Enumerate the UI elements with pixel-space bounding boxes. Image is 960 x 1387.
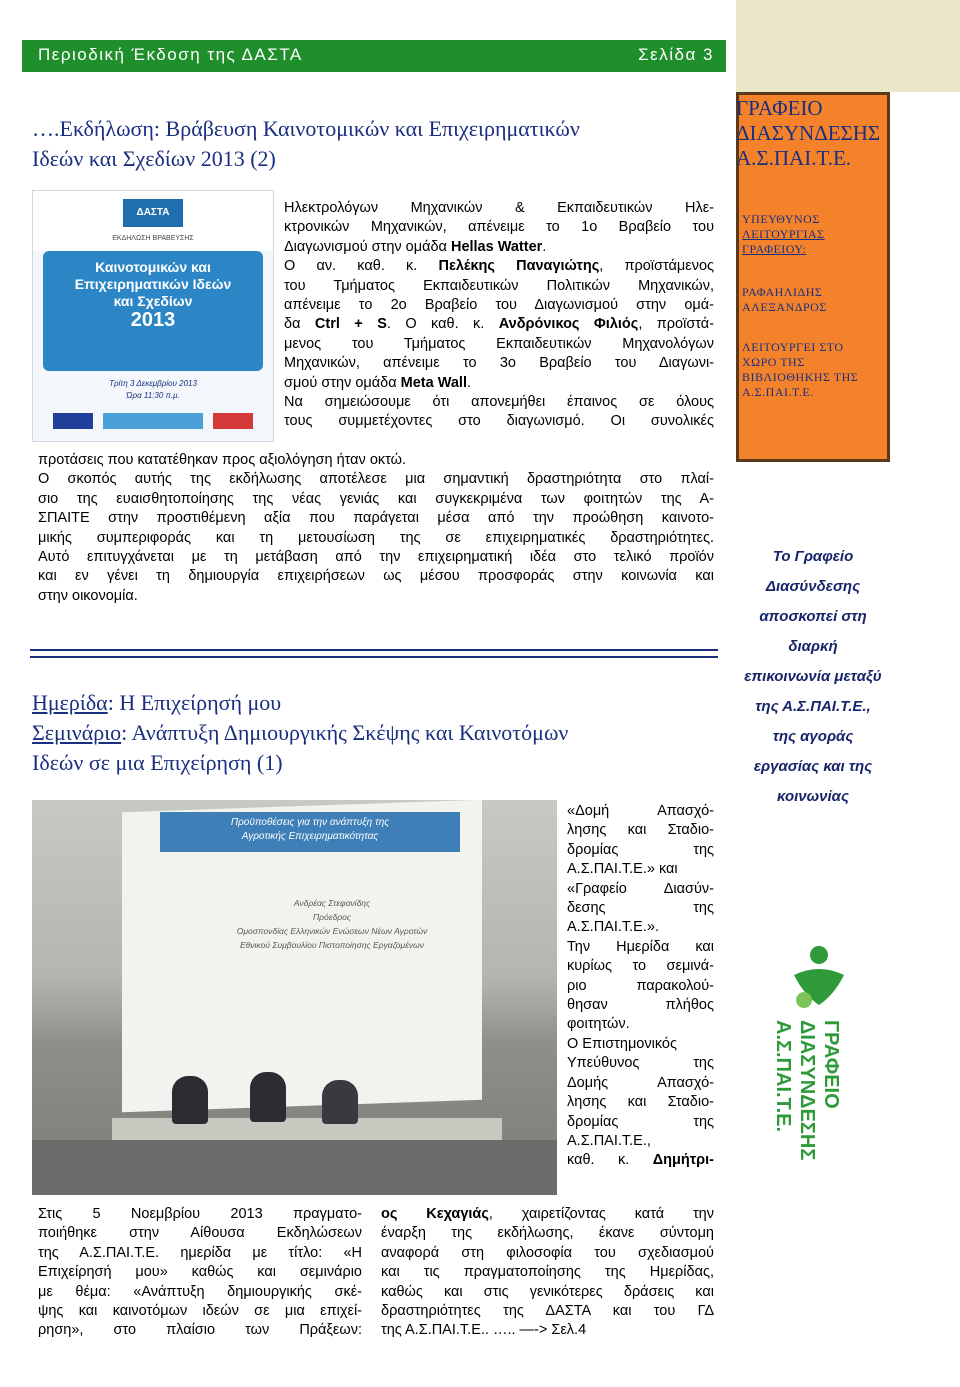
text-line: «Γραφείο Διασύν- [567, 880, 714, 897]
sidebar-text-line: ΛΕΙΤΟΥΡΓΕΙ ΣΤΟ [742, 340, 844, 354]
text-line: Να σημειώσουμε ότι απονεμήθει έπαινος σε όλους [284, 394, 714, 411]
text-line: της Α.Σ.ΠΑΙ.Τ.Ε. ημερίδα με τίτλο: «Η [38, 1244, 362, 1261]
slide-body [192, 896, 472, 952]
poster-subtitle: ΕΚΔΗΛΩΣΗ ΒΡΑΒΕΥΣΗΣ [112, 235, 194, 242]
poster-year: 2013 [130, 309, 176, 331]
text-line: του Τμήματος Εκπαιδευτικών Πολιτικών Μηχανικών, [284, 277, 714, 294]
text-line: θησαν πλήθος [567, 997, 714, 1014]
person-name: ος Κεχαγιάς [381, 1206, 489, 1222]
eu-flag-icon [53, 413, 93, 429]
team-name: Hellas Watter [450, 238, 543, 255]
text-line: και τις πραγματοποίησης της Ημερίδας, [381, 1264, 714, 1281]
sidebar-title-line: ΓΡΑΦΕΙΟ [736, 96, 823, 120]
text-line [567, 1151, 714, 1170]
title-line [32, 688, 732, 718]
quote-line: Το Γραφείο [772, 548, 854, 565]
text-span: , προϊστά- [638, 316, 715, 333]
panelist [322, 1080, 358, 1124]
text-line: Στις 5 Νοεμβρίου 2013 πραγματο- [38, 1206, 362, 1222]
vertical-logo-label [772, 1020, 843, 1245]
quote-line: αποσκοπεί στη [759, 608, 867, 625]
text-line: στην οικονομία. [38, 587, 138, 604]
panelist [250, 1072, 286, 1122]
team-name: Meta Wall [400, 374, 467, 391]
publication-name: Περιοδική Έκδοση της ΔΑΣΤΑ [38, 45, 303, 64]
text-line: κτρονικών Μηχανικών, απένειμε το 1ο Βραβείο του [284, 219, 714, 236]
slide-line: Εθνικού Συμβουλίου Πιστοποίησης Εργαζομένων [240, 940, 424, 950]
text-line: ριο παρακολού- [567, 977, 714, 994]
text-line: Α.Σ.ΠΑΙ.Τ.Ε., [567, 1132, 651, 1149]
quote-line: επικοινωνία μεταξύ [744, 668, 882, 685]
sidebar-top-band [736, 0, 960, 92]
audience-area [32, 1140, 557, 1195]
person-name: Δημήτρι- [652, 1152, 714, 1169]
text-line: τους συμμετέχοντες στο διαγωνισμό. Οι συνολικές [284, 413, 714, 430]
poster-time: Ώρα 11:30 π.μ. [126, 391, 180, 400]
sidebar-text-line: ΛΕΙΤΟΥΡΓΙΑΣ [742, 227, 825, 241]
poster-heading [43, 259, 263, 329]
text-span: σμού στην ομάδα [284, 374, 401, 391]
text-line: λησης και Σταδιο- [567, 822, 714, 839]
title-line: Ιδεών και Σχεδίων 2013 (2) [32, 146, 276, 171]
slide-line: Πρόεδρος [313, 912, 351, 922]
text-line: ψης και καινοτόμων ιδεών σε μια επιχεί- [38, 1303, 362, 1320]
text-line: δεσης της [567, 900, 714, 917]
text-line: και εν γένει τη δημιουργία επιχειρήσεων ως μέσου προσφοράς στην κοινωνία και [38, 568, 714, 585]
text-line: Ο σκοπός αυτής της εκδήλωσης αποτέλεσε μια σημαντική δραστηριότητα στο πλαί- [38, 471, 714, 488]
text-line: φοιτητών. [567, 1016, 630, 1033]
sidebar-text-line: ΑΛΕΞΑΝΔΡΟΣ [742, 300, 827, 314]
person-name: Ανδρόνικος Φιλιός [498, 316, 639, 333]
text-line [284, 257, 714, 276]
sidebar-title [736, 96, 896, 171]
slide-line: Ανδρέας Στεφανίδης [293, 898, 371, 908]
sidebar-text-line: Α.Σ.ΠΑΙ.Τ.Ε. [742, 385, 814, 399]
article1-title [32, 114, 732, 174]
poster-logo: ΔΑΣΤΑ [123, 199, 183, 227]
sidebar-text-line: ΒΙΒΛΙΟΘΗΚΗΣ ΤΗΣ [742, 370, 859, 384]
espa-logo-icon [213, 413, 253, 429]
logo-text-line: ΓΡΑΦΕΙΟ ΔΙΑΣΥΝΔΕΣΗΣ [796, 1020, 842, 1161]
text-line: δραστηριότητες της ΔΑΣΤΑ και του ΓΔ [381, 1303, 714, 1320]
text-line: Υπεύθυνος της [567, 1055, 714, 1072]
article2-bottom-left [38, 1205, 362, 1341]
text-line: καθώς και στις γενικότερες δράσεις και [381, 1283, 714, 1300]
article2-title [32, 688, 732, 778]
text-line [284, 374, 714, 393]
text-span: , προϊστάμενος [599, 258, 715, 275]
quote-line: της Α.Σ.ΠΑΙ.Τ.Ε., [755, 698, 871, 715]
text-line: Α.Σ.ΠΑΙ.Τ.Ε.» και [567, 861, 678, 878]
sidebar-location [742, 340, 888, 400]
text-line: δρομίας της [567, 841, 714, 858]
text-line: κυρίως το σεμινά- [567, 958, 714, 975]
text-line: έναρξη της εκδήλωσης, έκανε σύντομη [381, 1225, 714, 1242]
text-line: Επιχείρησή μου» καθώς και σεμινάριο [38, 1264, 362, 1281]
sidebar-quote [740, 542, 886, 812]
article1-right-text [284, 199, 714, 432]
text-span: καθ. κ. [567, 1152, 653, 1169]
text-span: . [542, 238, 547, 255]
text-line: Ηλεκτρολόγων Μηχανικών & Εκπαιδευτικών Ηλε- [284, 200, 714, 216]
article2-bottom-right [381, 1205, 714, 1341]
article1-body [38, 451, 714, 606]
text-line: Ο Επιστημονικός [567, 1035, 677, 1052]
title-line: ….Εκδήλωση: Βράβευση Καινοτομικών και Επιχειρηματικών [32, 116, 580, 141]
text-line [284, 238, 714, 257]
text-line: Αυτό επιτυγχάνεται με τη μετάβαση από την επιχειρηματική ιδέα στο τελικό προϊόν [38, 549, 714, 566]
title-label: Ημερίδα [32, 690, 108, 715]
sidebar-title-line: Α.Σ.ΠΑΙ.Τ.Ε. [736, 146, 852, 170]
text-line: απένειμε το 2ο Βραβείο του Διαγωνισμού στην ομά- [284, 297, 714, 314]
poster-date: Τρίτη 3 Δεκεμβρίου 2013 [109, 379, 197, 388]
slide-line: Ομοσπονδίας Ελληνικών Ενώσεων Νέων Αγροτών [236, 926, 428, 936]
text-line: λησης και Σταδιο- [567, 1094, 714, 1111]
sidebar-title-line: ΔΙΑΣΥΝΔΕΣΗΣ [736, 121, 881, 145]
text-span: Διαγωνισμού στην ομάδα [284, 238, 451, 255]
sidebar-responsible-name [742, 285, 888, 315]
sidebar-text-line: ΡΑΦΑΗΛΙΔΗΣ [742, 285, 823, 299]
quote-line: Διασύνδεσης [765, 578, 861, 595]
title-line: Ιδεών σε μια Επιχείρηση (1) [32, 750, 283, 775]
title-rest: : Η Επιχείρησή μου [107, 690, 282, 715]
text-line: δρομίας της [567, 1113, 714, 1130]
quote-line: διαρκή [788, 638, 838, 655]
text-line: ΣΠΑΙΤΕ στην προστιθέμενη αξία που παράγεται μέσα από την προώθηση καινοτο- [38, 510, 714, 527]
text-line: προτάσεις που κατατέθηκαν προς αξιολόγηση ήταν οκτώ. [38, 452, 407, 468]
text-line [381, 1205, 714, 1224]
text-span: . Ο καθ. κ. [386, 316, 499, 333]
title-label: Σεμινάριο [32, 720, 122, 745]
team-name: Ctrl + S [314, 316, 387, 333]
text-line [284, 315, 714, 334]
divider [30, 649, 718, 651]
text-line: της Α.Σ.ΠΑΙ.Τ.Ε.. ….. —-> Σελ.4 [381, 1322, 587, 1339]
text-line: ποιήθηκε στην Αίθουσα Εκδηλώσεων [38, 1225, 362, 1242]
text-line: ρηση», στο πλαίσιο των Πράξεων: [38, 1322, 362, 1339]
sidebar-text-line: ΓΡΑΦΕΙΟΥ: [742, 242, 807, 256]
text-line: Την Ημερίδα και [567, 938, 714, 955]
sidebar-text-line: ΧΩΡΟ ΤΗΣ [742, 355, 805, 369]
text-span: , χαιρετίζοντας κατά την [488, 1206, 714, 1222]
text-line: Μηχανικών, απένειμε το 3ο Βραβείο του Διαγωνι- [284, 355, 714, 372]
page-number: Σελίδα 3 [638, 45, 714, 64]
office-logo-icon [784, 945, 854, 1015]
text-line: Δομής Απασχό- [567, 1074, 714, 1091]
text-line: σιο της ευαισθητοποίησης της νέας γενιάς και συγκεκριμένα των φοιτητών της Α- [38, 490, 714, 507]
text-line: με θέμα: «Ανάπτυξη δημιουργικής σκέ- [38, 1283, 362, 1300]
text-line: Α.Σ.ΠΑΙ.Τ.Ε.». [567, 919, 659, 936]
article2-right-column [567, 802, 714, 1171]
slide-line: Προϋποθέσεις για την ανάπτυξη της [230, 817, 390, 828]
quote-line: κοινωνίας [777, 788, 849, 805]
sidebar-responsible-label [742, 212, 888, 257]
poster-heading-line: Καινοτομικών και [95, 259, 211, 275]
text-line: αναφορά στη φιλοσοφία του σχεδιασμού [381, 1244, 714, 1261]
text-span: Ο αν. καθ. κ. [284, 258, 439, 275]
text-line: μικής συμπεριφοράς και τη μετουσίωση της σε επιχειρηματικές δραστηριότητες. [38, 529, 714, 546]
text-span: δα [284, 316, 315, 333]
slide-header [160, 812, 460, 852]
sponsor-logo-icon [103, 413, 203, 429]
event-poster [32, 190, 274, 442]
person-name: Πελέκης Παναγιώτης [438, 258, 600, 275]
panelist [172, 1076, 208, 1124]
text-span: . [466, 374, 472, 391]
page-header [22, 40, 726, 72]
event-photo [32, 800, 557, 1195]
sidebar-text-line: ΥΠΕΥΘΥΝΟΣ [742, 212, 820, 226]
poster-heading-line: Επιχειρηματικών Ιδεών [74, 276, 232, 292]
title-rest: : Ανάπτυξη Δημιουργικής Σκέψης και Καινοτόμων [121, 720, 569, 745]
title-line [32, 718, 732, 748]
text-line: μενος του Τμήματος Εκπαιδευτικών Μηχανολόγων [284, 335, 714, 352]
quote-line: εργασίας και της [753, 758, 873, 775]
quote-line: της αγοράς [772, 728, 854, 745]
slide-line: Αγροτικής Επιχειρηματικότητας [241, 831, 379, 842]
logo-text-line: Α.Σ.ΠΑΙ.Τ.Ε. [772, 1020, 794, 1133]
divider [30, 656, 718, 658]
poster-heading-line: και Σχεδίων [113, 293, 193, 309]
text-line: «Δομή Απασχό- [567, 803, 714, 819]
